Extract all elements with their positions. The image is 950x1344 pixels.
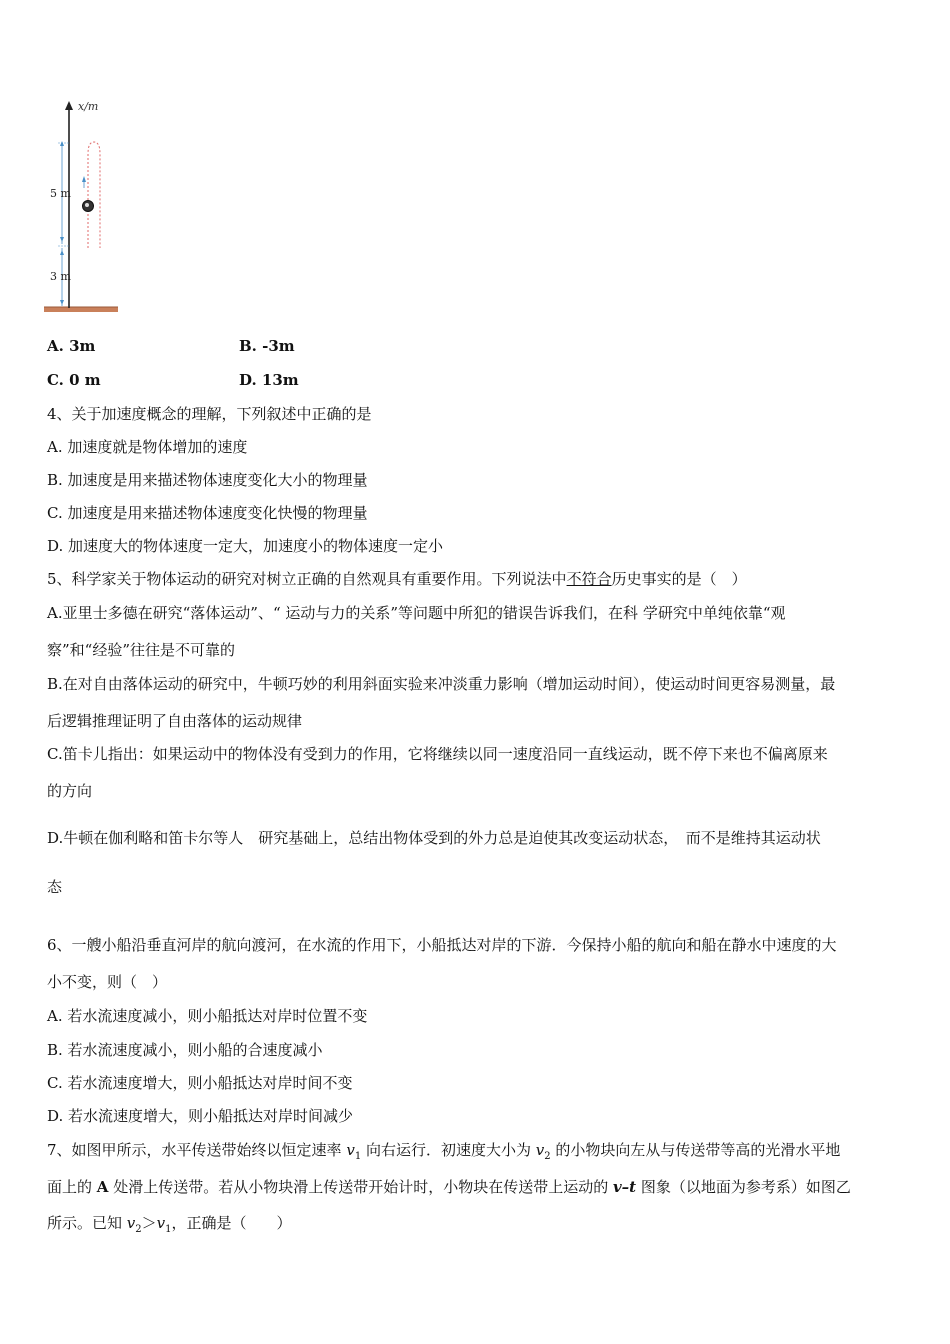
q5-option-d-line2: 态 [47,878,63,896]
q6-option-a: A. 若水流速度减小，则小船抵达对岸时位置不变 [47,1007,368,1025]
ground [44,307,118,312]
q4-option-b: B. 加速度是用来描述物体速度变化大小的物理量 [47,471,368,489]
q6-stem-line1: 6、一艘小船沿垂直河岸的航向渡河，在水流的作用下，小船抵达对岸的下游．今保持小船的航向和船在静水中速度的大 [47,936,837,954]
q5-option-b-line1: B.在对自由落体运动的研究中，牛顿巧妙的利用斜面实验来冲淡重力影响（增加运动时间），使运动时间更容易测量，最 [47,675,836,693]
q4-option-c: C. 加速度是用来描述物体速度变化快慢的物理量 [47,504,368,522]
q5-option-d-line1: D.牛顿在伽利略和笛卡尔等人 研究基础上，总结出物体受到的外力总是迫使其改变运动状态， 而不是维持其运动状 [47,829,821,847]
axis-label: x/m [78,100,99,113]
q4-option-d: D. 加速度大的物体速度一定大，加速度小的物体速度一定小 [47,537,444,555]
q3-option-a: A. 3m [47,337,96,355]
q7-stem-line1: 7、如图甲所示，水平传送带始终以恒定速率 $v_1$ 向右运行．初速度大小为 $v_2$ 的小物块向左从与传送带等高的光滑水平地 [47,1141,841,1162]
q6-option-c: C. 若水流速度增大，则小船抵达对岸时间不变 [47,1074,353,1092]
q4-option-a: A. 加速度就是物体增加的速度 [47,438,248,456]
label-lower: 3 m [50,270,71,283]
q5-option-c-line2: 的方向 [47,782,93,800]
q5-option-b-line2: 后逻辑推理证明了自由落体的运动规律 [47,712,303,730]
q7-stem-line3: 所示。已知 $v_2>v_1$，正确是（ ） [47,1214,292,1235]
q3-option-b: B. -3m [239,337,295,355]
q4-stem: 4、关于加速度概念的理解，下列叙述中正确的是 [47,405,372,423]
q5-stem-underlined: 不符合 [566,570,612,588]
q6-option-b: B. 若水流速度减小，则小船的合速度减小 [47,1041,323,1059]
q3-option-c: C. 0 m [47,371,101,389]
q5-option-a-line1: A.亚里士多德在研究“落体运动”、“ 运动与力的关系”等问题中所犯的错误告诉我们，在科 学研究中单纯依靠“观 [47,604,786,622]
q3-option-d: D. 13m [239,371,299,389]
q5-option-c-line1: C.笛卡儿指出：如果运动中的物体没有受到力的作用，它将继续以同一速度沿同一直线运动，既不停下来也不偏离原来 [47,745,828,763]
q6-stem-line2: 小不变，则（ ） [47,973,168,991]
axis-arrow [65,101,73,110]
q5-option-a-line2: 察”和“经验”往往是不可靠的 [47,641,236,659]
q5-stem: 5、科学家关于物体运动的研究对树立正确的自然观具有重要作用。下列说法中不符合历史事实的是（ ） [47,570,747,588]
trajectory-path [88,142,100,248]
motion-figure [40,96,130,318]
q6-option-d: D. 若水流速度增大，则小船抵达对岸时间减少 [47,1107,354,1125]
q7-stem-line2: 面上的 A 处滑上传送带。若从小物块滑上传送带开始计时，小物块在传送带上运动的 v–t 图象（以地面为参考系）如图乙 [47,1178,851,1196]
label-upper: 5 m [50,187,71,200]
